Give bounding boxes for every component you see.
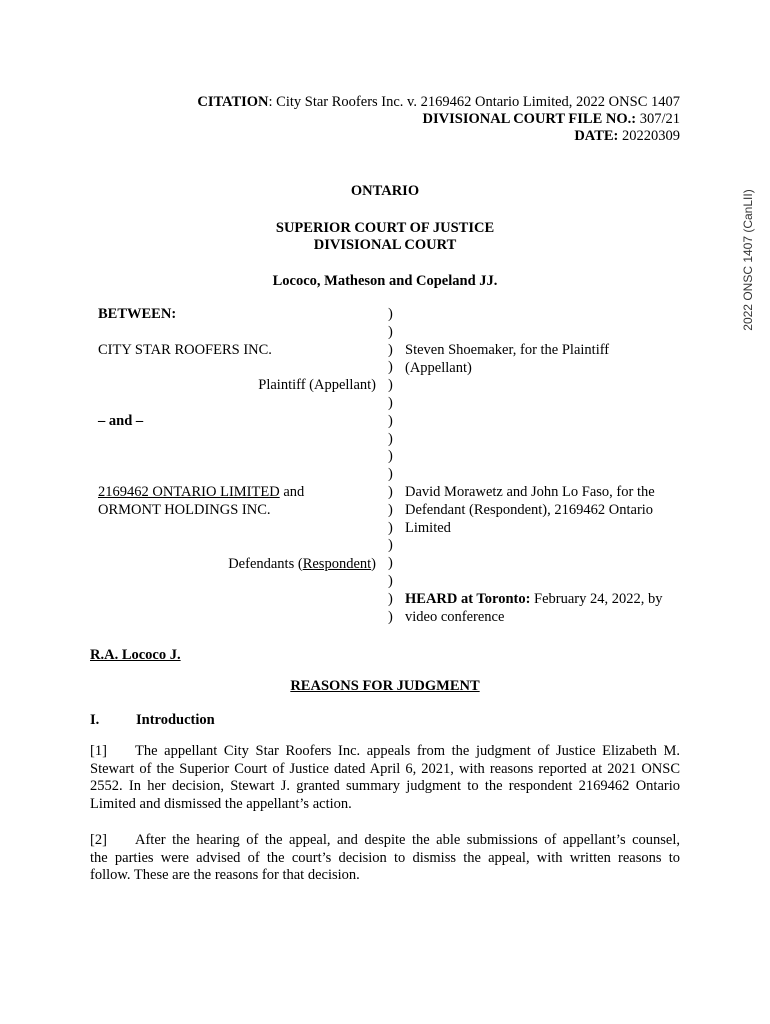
paragraph-2-line: the parties were advised of the court’s decision to dismiss the appeal, with written reasons to: [90, 849, 680, 866]
heard-value: February 24, 2022, by: [530, 591, 663, 607]
date-line: [574, 128, 680, 145]
paren-column: [388, 306, 393, 626]
canlii-citation-watermark: 2022 ONSC 1407 (CanLII): [741, 189, 755, 331]
paragraph-1-line: [90, 743, 680, 761]
judge-name: R.A. Lococo J.: [90, 647, 181, 663]
paragraph-1-line: Stewart of the Superior Court of Justice dated April 6, 2021, with reasons reported at 2021 ONSC: [90, 760, 680, 777]
paren: ): [388, 341, 393, 358]
defendant-role-suffix: ): [371, 556, 376, 572]
hearing-line1: [405, 591, 663, 608]
paragraph-1-line: Limited and dismissed the appellant’s action.: [90, 795, 352, 812]
defendant-name-line1: [98, 484, 304, 501]
court-name: SUPERIOR COURT OF JUSTICE: [275, 220, 495, 236]
paragraph-1: [90, 743, 680, 813]
reasons-title: REASONS FOR JUDGMENT: [290, 678, 480, 694]
paren: ): [388, 323, 393, 340]
paren: ): [388, 483, 393, 500]
paren: ): [388, 608, 393, 625]
paragraph-1-text: The appellant City Star Roofers Inc. appeals from the judgment of Justice Elizabeth M.: [135, 743, 680, 759]
paren: ): [388, 501, 393, 518]
defendant-name-1: 2169462 ONTARIO LIMITED: [98, 484, 280, 500]
court-division: DIVISIONAL COURT: [313, 237, 457, 253]
paren: ): [388, 537, 393, 554]
paren: ): [388, 519, 393, 536]
and-separator: – and –: [98, 413, 144, 429]
defendant-name-2: ORMONT HOLDINGS INC.: [98, 502, 271, 518]
paren: ): [388, 448, 393, 465]
defendant-and: and: [279, 484, 305, 500]
counsel-defendant-line2: Defendant (Respondent), 2169462 Ontario: [405, 502, 654, 518]
paragraph-2-line: follow. These are the reasons for that decision.: [90, 867, 360, 884]
plaintiff-role: Plaintiff (Appellant): [258, 377, 376, 393]
court-file-line: [423, 111, 680, 128]
paren: ): [388, 359, 393, 376]
paren: ): [388, 572, 393, 589]
between-label: BETWEEN:: [98, 306, 177, 322]
paren: ): [388, 590, 393, 607]
paren: ): [388, 466, 393, 483]
court-file-label: DIVISIONAL COURT FILE NO.:: [422, 111, 637, 127]
paren: ): [388, 377, 393, 394]
citation-label: CITATION: [197, 94, 269, 110]
date-value: 20220309: [618, 128, 680, 144]
counsel-defendant-line1: David Morawetz and John Lo Faso, for the: [405, 484, 655, 500]
court-file-value: 307/21: [636, 111, 680, 127]
paragraph-2-line: [90, 832, 680, 850]
paragraph-2: [90, 832, 680, 885]
counsel-plaintiff-line2: (Appellant): [405, 360, 472, 376]
heard-label: HEARD at Toronto:: [405, 591, 531, 607]
section-title: Introduction: [136, 712, 215, 728]
section-number: I.: [90, 712, 100, 728]
paragraph-2-text: After the hearing of the appeal, and despite the able submissions of appellant’s counsel,: [135, 832, 680, 848]
counsel-defendant-line3: Limited: [405, 520, 451, 536]
defendant-role-prefix: Defendants (: [228, 556, 303, 572]
paragraph-1-line: 2552. In her decision, Stewart J. granted summary judgment to the respondent 2169462 Ontario: [90, 778, 680, 795]
paragraph-2-number: [2]: [90, 832, 107, 848]
hearing-line2: video conference: [405, 609, 505, 625]
defendant-role: [228, 556, 376, 573]
paren: ): [388, 394, 393, 411]
judicial-panel: Lococo, Matheson and Copeland JJ.: [272, 273, 498, 289]
defendant-role-underlined: Respondent: [302, 556, 372, 572]
date-label: DATE:: [574, 128, 619, 144]
counsel-plaintiff-line1: Steven Shoemaker, for the Plaintiff: [405, 342, 610, 358]
plaintiff-name: CITY STAR ROOFERS INC.: [98, 342, 272, 358]
paren: ): [388, 555, 393, 572]
province-heading: ONTARIO: [350, 183, 420, 199]
citation-text: : City Star Roofers Inc. v. 2169462 Ontario Limited, 2022 ONSC 1407: [268, 94, 680, 110]
paragraph-1-number: [1]: [90, 743, 107, 759]
citation-line: [197, 94, 680, 111]
paren: ): [388, 430, 393, 447]
paren: ): [388, 412, 393, 429]
paren: ): [388, 306, 393, 322]
